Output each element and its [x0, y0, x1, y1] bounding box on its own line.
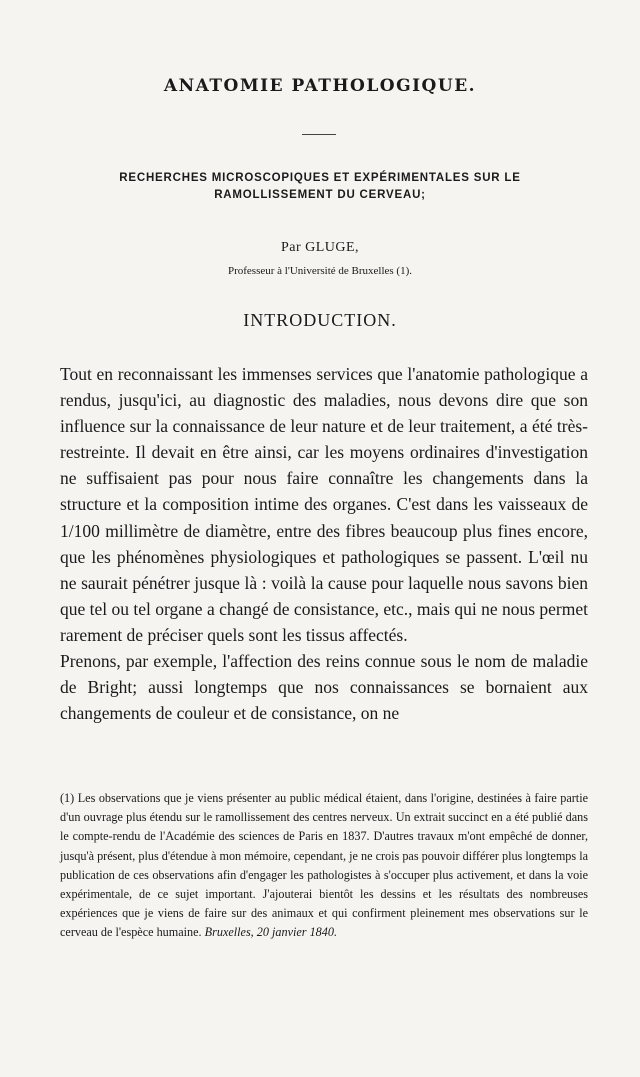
- footnote-text: (1) Les observations que je viens présenter au public médical étaient, dans l'origine, destinées à faire partie d'un ouvrage plus étendu sur le ramollissement des centres nerveux. Un extrait succinct en a été publié dans le compte-rendu de l'Académie des sciences de Paris en 1837. D'autres travaux m'ont empêché de donner, jusqu'à présent, plus d'étendue à mon mémoire, cependant, je ne crois pas pouvoir différer plus longtemps la publication de ces observations afin d'engager les pathologistes à s'occuper plus activement, et dans la voie expérimentale, de ce sujet important. J'ajouterai bientôt les dessins et les résultats des nombreuses expériences que je viens de faire sur des animaux et qui confirment pleinement mes observations sur le cerveau de l'espèce humaine.: [60, 791, 588, 940]
- article-title-line-2: RAMOLLISSEMENT DU CERVEAU;: [214, 189, 426, 201]
- article-title-line-1: RECHERCHES MICROSCOPIQUES ET EXPÉRIMENTALES SUR LE: [119, 172, 521, 184]
- paragraph-1: Tout en reconnaissant les immenses services que l'anatomie pathologique a rendus, jusqu'ici, au diagnostic des maladies, nous devons dire que son influence sur la connaissance de leur nature et de leur traitement, a été très-restreinte. Il devait en être ainsi, car les moyens ordinaires d'investigation ne suffisaient pas pour nous faire connaître les changements dans la structure et la composition intime des organes. C'est dans les vaisseaux de 1/100 millimètre de diamètre, entre des fibres beaucoup plus fines encore, que les phénomènes physiologiques et pathologiques se passent. L'œil nu ne saurait pénétrer jusque là : voilà la cause pour laquelle nous savons bien que tel ou tel organe a changé de consistance, etc., mais qui ne nous permet rarement de préciser quels sont les tissus affectés.: [60, 364, 588, 645]
- author-line: Par GLUGE,: [280, 240, 360, 255]
- title-divider: [302, 134, 336, 135]
- footnote: [60, 789, 588, 943]
- introduction-heading: INTRODUCTION.: [243, 310, 397, 330]
- section-title: ANATOMIE PATHOLOGIQUE.: [163, 76, 477, 96]
- author-affiliation: Professeur à l'Université de Bruxelles (1).: [227, 265, 413, 277]
- article-title: [60, 170, 580, 204]
- footnote-signature: Bruxelles, 20 janvier 1840.: [204, 925, 337, 940]
- introduction-body: [60, 361, 588, 726]
- paragraph-2: Prenons, par exemple, l'affection des reins connue sous le nom de maladie de Bright; aussi longtemps que nos connaissances se bornaient aux changements de couleur et de consistance, on ne: [60, 651, 588, 724]
